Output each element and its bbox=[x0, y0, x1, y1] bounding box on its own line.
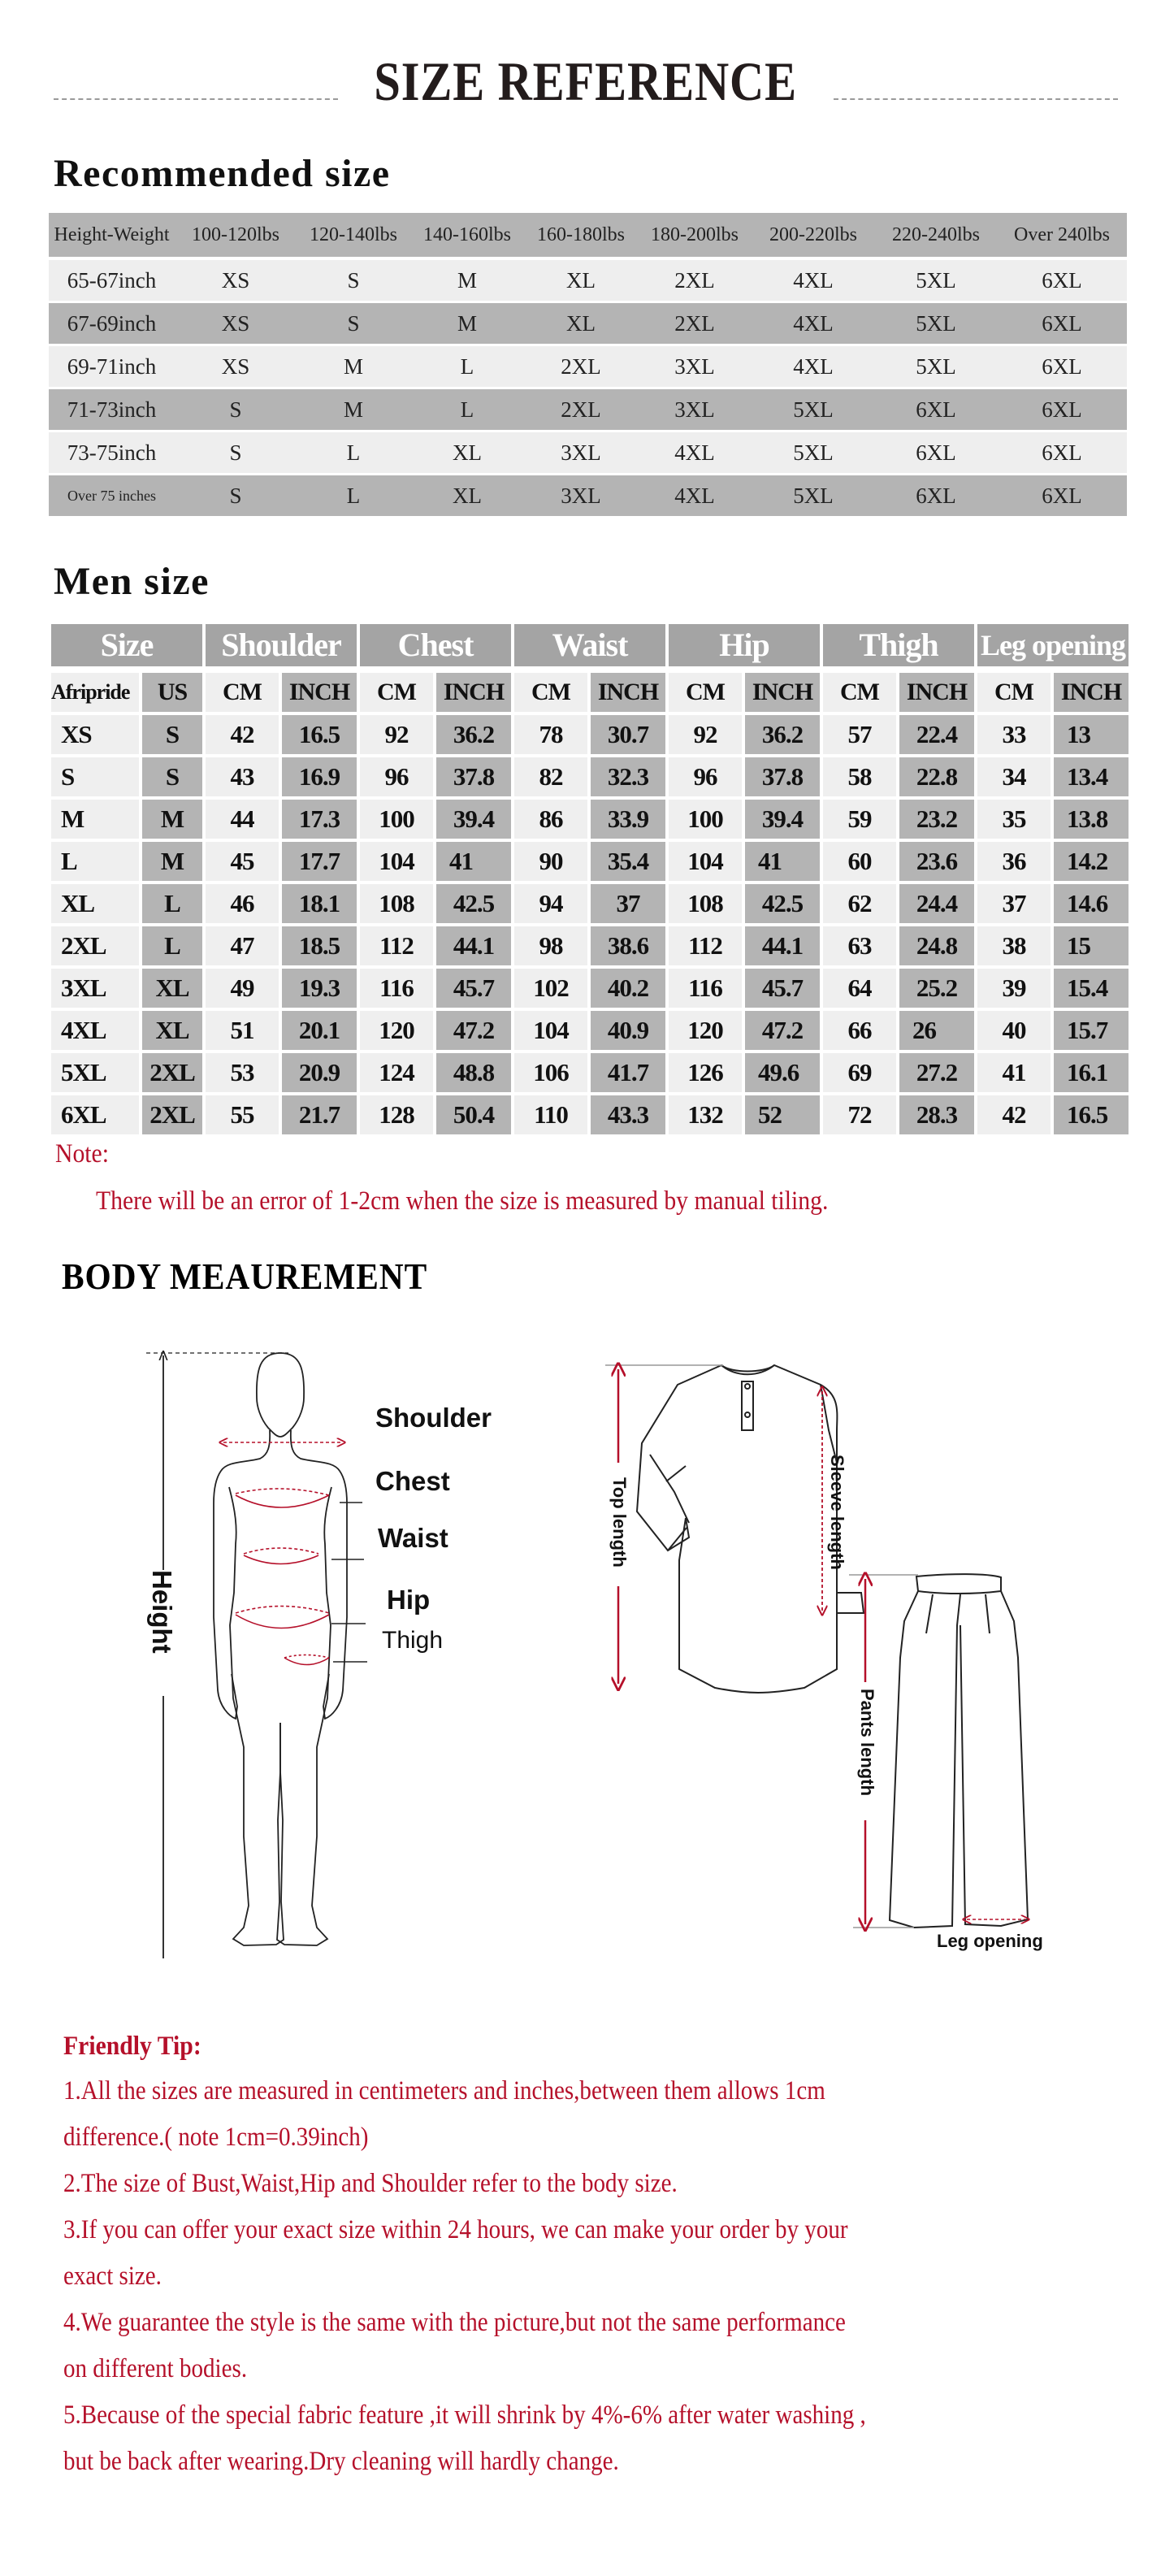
measurement-cell: 43 bbox=[206, 757, 279, 796]
us-size-cell: L bbox=[142, 884, 202, 923]
measurement-cell: 108 bbox=[360, 884, 433, 923]
table-row bbox=[51, 1011, 1132, 1050]
header-cell-cm: CM bbox=[514, 673, 587, 712]
table-row bbox=[51, 884, 1132, 923]
header-cell: 160-180lbs bbox=[537, 223, 625, 245]
size-label-cell: M bbox=[51, 800, 139, 839]
measurement-cell: 37.8 bbox=[745, 757, 820, 796]
size-cell: S bbox=[347, 310, 360, 336]
us-size-cell: XL bbox=[142, 969, 202, 1008]
header-cell-inch: INCH bbox=[436, 673, 511, 712]
measurement-cell: 124 bbox=[360, 1053, 433, 1092]
table-row bbox=[51, 969, 1132, 1008]
page-title-banner bbox=[54, 49, 1118, 114]
measurement-cell: 41 bbox=[436, 842, 511, 881]
measurement-cell: 60 bbox=[823, 842, 896, 881]
measurement-cell: 58 bbox=[823, 757, 896, 796]
height-range-cell: 67-69inch bbox=[67, 310, 157, 336]
header-cell-inch: INCH bbox=[1054, 673, 1129, 712]
tips-title: Friendly Tip: bbox=[63, 2032, 201, 2061]
measurement-cell: 36.2 bbox=[745, 715, 820, 754]
size-cell: XL bbox=[453, 483, 482, 508]
men-size-heading: Men size bbox=[54, 560, 210, 603]
size-cell: XL bbox=[566, 267, 596, 293]
measurement-cell: 36.2 bbox=[436, 715, 511, 754]
table-row bbox=[51, 926, 1132, 965]
measurement-cell: 14.6 bbox=[1054, 884, 1129, 923]
measurement-cell: 40.2 bbox=[591, 969, 665, 1008]
tip-line: difference.( note 1cm=0.39inch) bbox=[63, 2123, 369, 2152]
measurement-cell: 45 bbox=[206, 842, 279, 881]
measurement-cell: 39 bbox=[977, 969, 1051, 1008]
header-cell: Over 240lbs bbox=[1014, 223, 1110, 245]
tip-line: 3.If you can offer your exact size within 24 hours, we can make your order by your bbox=[63, 2215, 848, 2244]
size-cell: XS bbox=[221, 267, 250, 293]
measurement-cell: 35.4 bbox=[591, 842, 665, 881]
measurement-cell: 46 bbox=[206, 884, 279, 923]
measurement-cell: 32.3 bbox=[591, 757, 665, 796]
unit-header-row bbox=[51, 673, 1132, 712]
measurement-cell: 120 bbox=[360, 1011, 433, 1050]
measurement-cell: 23.6 bbox=[899, 842, 974, 881]
measurement-cell: 106 bbox=[514, 1053, 587, 1092]
tip-line: exact size. bbox=[63, 2262, 162, 2291]
tip-line: but be back after wearing.Dry cleaning will hardly change. bbox=[63, 2447, 619, 2476]
table-row bbox=[51, 715, 1132, 754]
size-cell: M bbox=[457, 310, 477, 336]
dashed-divider-right bbox=[834, 98, 1118, 100]
measurement-cell: 19.3 bbox=[282, 969, 357, 1008]
recommended-size-table bbox=[49, 213, 1127, 518]
measurement-cell: 52 bbox=[745, 1095, 820, 1134]
measurement-cell: 39.4 bbox=[745, 800, 820, 839]
measurement-cell: 62 bbox=[823, 884, 896, 923]
measurement-cell: 126 bbox=[669, 1053, 742, 1092]
measurement-cell: 41.7 bbox=[591, 1053, 665, 1092]
measurement-cell: 45.7 bbox=[745, 969, 820, 1008]
measurement-cell: 38.6 bbox=[591, 926, 665, 965]
measurement-cell: 48.8 bbox=[436, 1053, 511, 1092]
friendly-tips bbox=[63, 2032, 1144, 2485]
size-label-cell: 3XL bbox=[51, 969, 139, 1008]
group-header-shoulder: Shoulder bbox=[206, 624, 357, 666]
men-size-table bbox=[51, 624, 1132, 1138]
measurement-cell: 92 bbox=[669, 715, 742, 754]
tip-line: 4.We guarantee the style is the same with the picture,but not the same performance bbox=[63, 2308, 846, 2337]
measurement-cell: 18.5 bbox=[282, 926, 357, 965]
size-cell: 6XL bbox=[916, 397, 956, 422]
measurement-cell: 15 bbox=[1054, 926, 1129, 965]
measurement-cell: 26 bbox=[899, 1011, 974, 1050]
header-cell: 200-220lbs bbox=[769, 223, 857, 245]
size-cell: 6XL bbox=[1042, 483, 1082, 508]
measurement-cell: 69 bbox=[823, 1053, 896, 1092]
us-size-cell: S bbox=[142, 715, 202, 754]
header-cell-cm: CM bbox=[669, 673, 742, 712]
measurement-cell: 15.4 bbox=[1054, 969, 1129, 1008]
page-title: SIZE REFERENCE bbox=[374, 50, 798, 112]
table-row bbox=[51, 842, 1132, 881]
us-size-cell: L bbox=[142, 926, 202, 965]
note-text: There will be an error of 1-2cm when the size is measured by manual tiling. bbox=[96, 1186, 829, 1216]
size-label-cell: S bbox=[51, 757, 139, 796]
group-header-thigh: Thigh bbox=[823, 624, 974, 666]
size-cell: L bbox=[346, 483, 361, 508]
size-cell: L bbox=[460, 353, 474, 379]
measurement-cell: 47.2 bbox=[745, 1011, 820, 1050]
measurement-cell: 30.7 bbox=[591, 715, 665, 754]
size-cell: XL bbox=[566, 310, 596, 336]
measurement-cell: 24.4 bbox=[899, 884, 974, 923]
measurement-cell: 43.3 bbox=[591, 1095, 665, 1134]
size-cell: 6XL bbox=[1042, 440, 1082, 465]
table-row bbox=[49, 303, 1127, 344]
recommended-size-heading: Recommended size bbox=[54, 152, 391, 195]
measurement-cell: 53 bbox=[206, 1053, 279, 1092]
tip-line: 1.All the sizes are measured in centimeters and inches,between them allows 1cm bbox=[63, 2076, 825, 2105]
measurement-cell: 78 bbox=[514, 715, 587, 754]
measurement-cell: 96 bbox=[360, 757, 433, 796]
label-top-length: Top length bbox=[609, 1477, 630, 1568]
measurement-cell: 13.4 bbox=[1054, 757, 1129, 796]
header-cell-cm: CM bbox=[206, 673, 279, 712]
tip-line: on different bodies. bbox=[63, 2354, 248, 2383]
size-cell: 5XL bbox=[916, 353, 956, 379]
size-cell: 3XL bbox=[561, 440, 601, 465]
size-label-cell: 4XL bbox=[51, 1011, 139, 1050]
us-size-cell: M bbox=[142, 800, 202, 839]
measurement-cell: 104 bbox=[514, 1011, 587, 1050]
size-cell: 3XL bbox=[561, 483, 601, 508]
group-header-chest: Chest bbox=[360, 624, 511, 666]
height-range-cell: Over 75 inches bbox=[67, 487, 156, 504]
header-cell-cm: CM bbox=[360, 673, 433, 712]
measurement-cell: 22.8 bbox=[899, 757, 974, 796]
measurement-cell: 96 bbox=[669, 757, 742, 796]
measurement-cell: 42.5 bbox=[436, 884, 511, 923]
measurement-cell: 13.8 bbox=[1054, 800, 1129, 839]
measurement-cell: 34 bbox=[977, 757, 1051, 796]
measurement-cell: 98 bbox=[514, 926, 587, 965]
tip-line: 2.The size of Bust,Waist,Hip and Shoulder refer to the body size. bbox=[63, 2169, 678, 2198]
measurement-cell: 21.7 bbox=[282, 1095, 357, 1134]
measurement-cell: 66 bbox=[823, 1011, 896, 1050]
measurement-cell: 116 bbox=[360, 969, 433, 1008]
label-chest: Chest bbox=[375, 1466, 450, 1496]
header-cell: 120-140lbs bbox=[310, 223, 397, 245]
label-leg-opening: Leg opening bbox=[937, 1931, 1043, 1951]
measurement-cell: 27.2 bbox=[899, 1053, 974, 1092]
size-cell: 6XL bbox=[916, 483, 956, 508]
measurement-cell: 104 bbox=[669, 842, 742, 881]
measurement-cell: 102 bbox=[514, 969, 587, 1008]
header-cell-cm: CM bbox=[977, 673, 1051, 712]
measurement-cell: 100 bbox=[360, 800, 433, 839]
size-cell: 3XL bbox=[674, 353, 715, 379]
measurement-cell: 49 bbox=[206, 969, 279, 1008]
measurement-cell: 104 bbox=[360, 842, 433, 881]
height-range-cell: 69-71inch bbox=[67, 353, 157, 379]
us-size-cell: 2XL bbox=[142, 1053, 202, 1092]
measurement-cell: 20.1 bbox=[282, 1011, 357, 1050]
measurement-cell: 45.7 bbox=[436, 969, 511, 1008]
header-cell-inch: INCH bbox=[282, 673, 357, 712]
tip-line: 5.Because of the special fabric feature ,it will shrink by 4%-6% after water washing , bbox=[63, 2400, 866, 2430]
size-cell: XL bbox=[453, 440, 482, 465]
measurement-cell: 23.2 bbox=[899, 800, 974, 839]
body-measurement-diagram bbox=[0, 1325, 1174, 1958]
measurement-cell: 57 bbox=[823, 715, 896, 754]
measurement-cell: 37.8 bbox=[436, 757, 511, 796]
size-cell: L bbox=[346, 440, 361, 465]
size-label-cell: 5XL bbox=[51, 1053, 139, 1092]
height-range-cell: 73-75inch bbox=[67, 440, 157, 465]
table-row bbox=[51, 800, 1132, 839]
table-row bbox=[49, 260, 1127, 301]
measurement-cell: 44.1 bbox=[745, 926, 820, 965]
table-row bbox=[51, 757, 1132, 796]
table-row bbox=[51, 1095, 1132, 1134]
measurement-cell: 51 bbox=[206, 1011, 279, 1050]
group-header-size: Size bbox=[51, 624, 202, 666]
size-cell: 6XL bbox=[1042, 353, 1082, 379]
measurement-cell: 50.4 bbox=[436, 1095, 511, 1134]
size-cell: 6XL bbox=[1042, 397, 1082, 422]
size-cell: 4XL bbox=[793, 353, 834, 379]
size-cell: 2XL bbox=[561, 353, 601, 379]
header-cell-brand: Afripride bbox=[51, 673, 139, 712]
label-waist: Waist bbox=[378, 1523, 448, 1553]
measurement-cell: 116 bbox=[669, 969, 742, 1008]
measurement-cell: 17.7 bbox=[282, 842, 357, 881]
header-cell: 180-200lbs bbox=[651, 223, 739, 245]
size-cell: M bbox=[343, 353, 363, 379]
table-row bbox=[49, 475, 1127, 516]
header-cell-inch: INCH bbox=[591, 673, 665, 712]
us-size-cell: 2XL bbox=[142, 1095, 202, 1134]
header-cell: 220-240lbs bbox=[892, 223, 980, 245]
measurement-cell: 120 bbox=[669, 1011, 742, 1050]
measurement-cell: 44.1 bbox=[436, 926, 511, 965]
measurement-cell: 132 bbox=[669, 1095, 742, 1134]
measurement-cell: 24.8 bbox=[899, 926, 974, 965]
measurement-cell: 39.4 bbox=[436, 800, 511, 839]
size-cell: 5XL bbox=[793, 483, 834, 508]
group-header-row bbox=[51, 624, 1132, 666]
group-header-waist: Waist bbox=[514, 624, 665, 666]
us-size-cell: M bbox=[142, 842, 202, 881]
measurement-cell: 33 bbox=[977, 715, 1051, 754]
size-label-cell: XS bbox=[51, 715, 139, 754]
measurement-cell: 37 bbox=[977, 884, 1051, 923]
size-cell: 6XL bbox=[1042, 267, 1082, 293]
size-cell: XS bbox=[221, 310, 250, 336]
size-cell: 6XL bbox=[1042, 310, 1082, 336]
table-row bbox=[49, 389, 1127, 430]
measurement-cell: 42 bbox=[206, 715, 279, 754]
size-cell: 5XL bbox=[916, 310, 956, 336]
measurement-cell: 108 bbox=[669, 884, 742, 923]
measurement-cell: 47.2 bbox=[436, 1011, 511, 1050]
size-label-cell: 6XL bbox=[51, 1095, 139, 1134]
measurement-cell: 14.2 bbox=[1054, 842, 1129, 881]
measurement-cell: 41 bbox=[745, 842, 820, 881]
measurement-cell: 110 bbox=[514, 1095, 587, 1134]
size-cell: S bbox=[229, 483, 242, 508]
label-shoulder: Shoulder bbox=[375, 1403, 492, 1433]
measurement-cell: 100 bbox=[669, 800, 742, 839]
size-label-cell: XL bbox=[51, 884, 139, 923]
header-cell-cm: CM bbox=[823, 673, 896, 712]
measurement-cell: 59 bbox=[823, 800, 896, 839]
group-header-hip: Hip bbox=[669, 624, 820, 666]
size-cell: 4XL bbox=[793, 267, 834, 293]
size-cell: 4XL bbox=[674, 440, 715, 465]
size-cell: L bbox=[460, 397, 474, 422]
measurement-cell: 40.9 bbox=[591, 1011, 665, 1050]
size-cell: S bbox=[229, 440, 242, 465]
measurement-cell: 16.5 bbox=[282, 715, 357, 754]
measurement-cell: 38 bbox=[977, 926, 1051, 965]
size-cell: S bbox=[347, 267, 360, 293]
label-sleeve-length: Sleeve length bbox=[827, 1455, 847, 1570]
header-cell: 100-120lbs bbox=[192, 223, 279, 245]
measurement-cell: 42.5 bbox=[745, 884, 820, 923]
note-label: Note: bbox=[55, 1139, 109, 1169]
measurement-cell: 55 bbox=[206, 1095, 279, 1134]
label-hip: Hip bbox=[387, 1585, 431, 1615]
size-cell: 3XL bbox=[674, 397, 715, 422]
label-height: Height bbox=[147, 1570, 177, 1654]
measurement-cell: 94 bbox=[514, 884, 587, 923]
table-row bbox=[49, 346, 1127, 387]
size-cell: M bbox=[457, 267, 477, 293]
measurement-cell: 36 bbox=[977, 842, 1051, 881]
measurement-cell: 72 bbox=[823, 1095, 896, 1134]
group-header-leg-opening: Leg opening bbox=[977, 624, 1129, 666]
label-pants-length: Pants length bbox=[857, 1689, 877, 1797]
measurement-cell: 35 bbox=[977, 800, 1051, 839]
us-size-cell: XL bbox=[142, 1011, 202, 1050]
measurement-cell: 86 bbox=[514, 800, 587, 839]
measurement-cell: 37 bbox=[591, 884, 665, 923]
header-cell-inch: INCH bbox=[899, 673, 974, 712]
header-cell-inch: INCH bbox=[745, 673, 820, 712]
measurement-cell: 90 bbox=[514, 842, 587, 881]
measurement-cell: 15.7 bbox=[1054, 1011, 1129, 1050]
measurement-cell: 18.1 bbox=[282, 884, 357, 923]
dashed-divider-left bbox=[54, 98, 338, 100]
size-cell: 4XL bbox=[793, 310, 834, 336]
measurement-cell: 40 bbox=[977, 1011, 1051, 1050]
header-cell-us: US bbox=[142, 673, 202, 712]
us-size-cell: S bbox=[142, 757, 202, 796]
size-cell: 2XL bbox=[674, 267, 715, 293]
measurement-cell: 64 bbox=[823, 969, 896, 1008]
size-cell: 6XL bbox=[916, 440, 956, 465]
measurement-cell: 128 bbox=[360, 1095, 433, 1134]
measurement-cell: 25.2 bbox=[899, 969, 974, 1008]
height-range-cell: 71-73inch bbox=[67, 397, 157, 422]
size-cell: 2XL bbox=[561, 397, 601, 422]
measurement-cell: 33.9 bbox=[591, 800, 665, 839]
label-thigh: Thigh bbox=[382, 1627, 444, 1654]
table-header-row bbox=[49, 213, 1127, 257]
measurement-cell: 41 bbox=[977, 1053, 1051, 1092]
measurement-cell: 49.6 bbox=[745, 1053, 820, 1092]
table-row bbox=[49, 432, 1127, 473]
size-cell: 2XL bbox=[674, 310, 715, 336]
header-cell: Height-Weight bbox=[54, 223, 170, 245]
size-cell: 5XL bbox=[793, 440, 834, 465]
size-cell: 5XL bbox=[916, 267, 956, 293]
measurement-cell: 82 bbox=[514, 757, 587, 796]
measurement-cell: 16.9 bbox=[282, 757, 357, 796]
measurement-cell: 112 bbox=[669, 926, 742, 965]
measurement-cell: 42 bbox=[977, 1095, 1051, 1134]
height-range-cell: 65-67inch bbox=[67, 267, 157, 293]
measurement-cell: 22.4 bbox=[899, 715, 974, 754]
measurement-cell: 16.5 bbox=[1054, 1095, 1129, 1134]
measurement-cell: 92 bbox=[360, 715, 433, 754]
measurement-cell: 16.1 bbox=[1054, 1053, 1129, 1092]
measurement-cell: 28.3 bbox=[899, 1095, 974, 1134]
size-cell: S bbox=[229, 397, 242, 422]
size-cell: M bbox=[343, 397, 363, 422]
size-cell: 5XL bbox=[793, 397, 834, 422]
header-cell: 140-160lbs bbox=[423, 223, 511, 245]
measurement-cell: 44 bbox=[206, 800, 279, 839]
size-label-cell: L bbox=[51, 842, 139, 881]
body-measurement-heading: BODY MEAUREMENT bbox=[62, 1255, 428, 1297]
measurement-cell: 20.9 bbox=[282, 1053, 357, 1092]
measurement-cell: 112 bbox=[360, 926, 433, 965]
measurement-cell: 47 bbox=[206, 926, 279, 965]
size-cell: 4XL bbox=[674, 483, 715, 508]
size-label-cell: 2XL bbox=[51, 926, 139, 965]
measurement-cell: 13 bbox=[1054, 715, 1129, 754]
measurement-cell: 63 bbox=[823, 926, 896, 965]
size-cell: XS bbox=[221, 353, 250, 379]
measurement-cell: 17.3 bbox=[282, 800, 357, 839]
table-row bbox=[51, 1053, 1132, 1092]
